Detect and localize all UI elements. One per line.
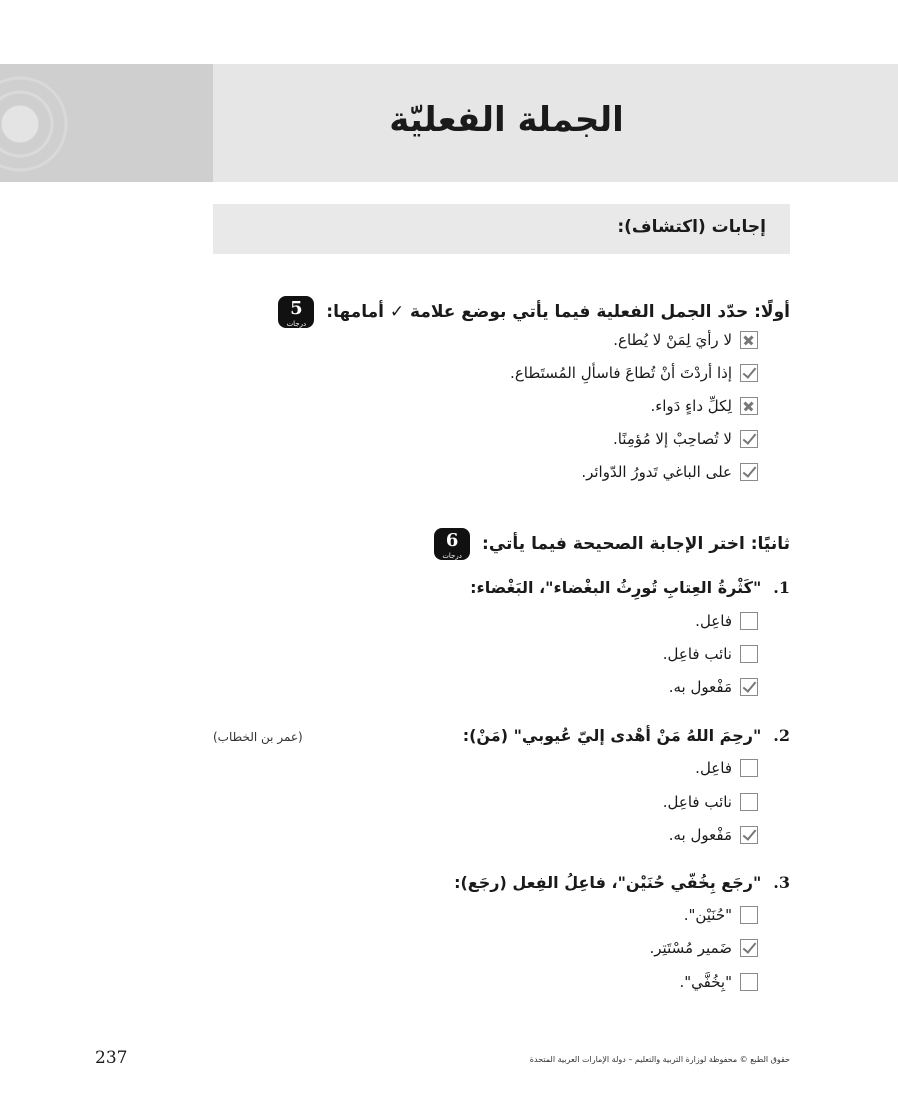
checked-checkbox[interactable] bbox=[740, 939, 758, 957]
checked-checkbox[interactable] bbox=[740, 364, 758, 382]
score-label: درجات bbox=[286, 320, 307, 328]
option-item bbox=[695, 612, 758, 630]
empty-checkbox[interactable] bbox=[740, 759, 758, 777]
item-text: إذا أردْتَ أنْ تُطاعَ فاسألِ المُستَطاع. bbox=[510, 364, 732, 382]
question-2 bbox=[463, 726, 790, 745]
question-text: "كَثْرةُ العِتابِ تُورِثُ البغْضاء"، البَغْضاء: bbox=[470, 578, 762, 597]
copyright-notice: حقوق الطبع © محفوظة لوزارة التربية والتعليم – دولة الإمارات العربية المتحدة bbox=[529, 1055, 790, 1064]
x-mark-checkbox[interactable] bbox=[740, 397, 758, 415]
empty-checkbox[interactable] bbox=[740, 793, 758, 811]
option-item bbox=[650, 939, 759, 957]
part1-heading-text: أولًا: حدّد الجمل الفعلية فيما يأتي بوضع علامة ✓ أمامها: bbox=[326, 302, 790, 322]
part1-heading bbox=[278, 296, 790, 328]
checked-checkbox[interactable] bbox=[740, 463, 758, 481]
option-text: مَفْعول به. bbox=[668, 826, 732, 844]
option-item bbox=[684, 906, 758, 924]
score-value: 6 bbox=[445, 530, 459, 551]
part2-heading bbox=[434, 528, 790, 560]
score-label: درجات bbox=[442, 552, 462, 560]
option-text: مَفْعول به. bbox=[668, 678, 732, 696]
option-text: نائب فاعِل. bbox=[662, 793, 732, 811]
option-text: فاعِل. bbox=[695, 759, 732, 777]
option-item bbox=[669, 826, 758, 844]
list-item bbox=[613, 430, 758, 448]
answers-heading-bar bbox=[213, 204, 790, 254]
option-item bbox=[663, 793, 758, 811]
part2-heading-text: ثانيًا: اختر الإجابة الصحيحة فيما يأتي: bbox=[482, 534, 790, 554]
question-1 bbox=[470, 578, 790, 597]
item-text: على الباغي تَدورُ الدّوائر. bbox=[581, 463, 732, 481]
option-item bbox=[669, 678, 758, 696]
option-text: "بِخُفَّي". bbox=[679, 973, 732, 991]
option-text: فاعِل. bbox=[695, 612, 732, 630]
option-text: "حُنَيْن". bbox=[683, 906, 732, 924]
empty-checkbox[interactable] bbox=[740, 906, 758, 924]
question-number: 2. bbox=[773, 726, 790, 745]
question-text: "رحِمَ اللهُ مَنْ أهْدى إليّ عُيوبي" (مَنْ): bbox=[462, 726, 762, 745]
list-item bbox=[650, 397, 758, 415]
checked-checkbox[interactable] bbox=[740, 430, 758, 448]
x-mark-checkbox[interactable] bbox=[740, 331, 758, 349]
answers-heading: إجابات (اكتشاف): bbox=[617, 217, 766, 237]
page-title: الجملة الفعليّة bbox=[389, 100, 624, 140]
list-item bbox=[613, 331, 758, 349]
score-badge bbox=[278, 296, 314, 328]
checked-checkbox[interactable] bbox=[740, 678, 758, 696]
option-text: ضَمير مُسْتَتِر. bbox=[649, 939, 732, 957]
checked-checkbox[interactable] bbox=[740, 826, 758, 844]
item-text: لِكلِّ داءٍ دَواء. bbox=[650, 397, 732, 415]
question-number: 3. bbox=[773, 873, 790, 892]
item-text: لا رأيَ لِمَنْ لا يُطاع. bbox=[613, 331, 732, 349]
empty-checkbox[interactable] bbox=[740, 645, 758, 663]
page-number: 237 bbox=[95, 1048, 128, 1068]
attribution: (عمر بن الخطاب) bbox=[213, 730, 303, 744]
option-item bbox=[663, 645, 758, 663]
item-text: لا تُصاحِبْ إلا مُؤمِنًا. bbox=[612, 430, 732, 448]
empty-checkbox[interactable] bbox=[740, 612, 758, 630]
question-text: "رجَع بِخُفّي حُنَيْن"، فاعِلُ الفِعل (رجَع): bbox=[454, 873, 762, 892]
decorative-banner-pattern bbox=[0, 64, 213, 182]
list-item bbox=[510, 364, 758, 382]
empty-checkbox[interactable] bbox=[740, 973, 758, 991]
question-3 bbox=[454, 873, 790, 892]
option-item bbox=[695, 759, 758, 777]
list-item bbox=[581, 463, 758, 481]
question-number: 1. bbox=[773, 578, 790, 597]
score-badge bbox=[434, 528, 470, 560]
option-item bbox=[679, 973, 758, 991]
option-text: نائب فاعِل. bbox=[662, 645, 732, 663]
score-value: 5 bbox=[290, 298, 303, 319]
